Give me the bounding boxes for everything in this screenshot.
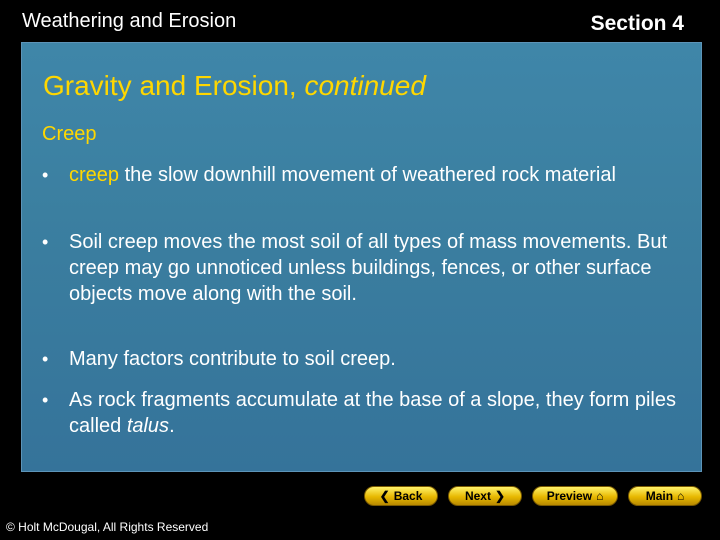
bullet-text: Soil creep moves the most soil of all types of mass movements. But creep may go unnoticed unless buildings, fences, or other surface objects move along with the soil. — [69, 231, 668, 305]
bullet-marker: • — [42, 165, 49, 185]
bullet-item — [42, 229, 682, 307]
slide-title — [43, 70, 426, 102]
copyright-footer: © Holt McDougal, All Rights Reserved — [6, 520, 209, 534]
home-icon: ⌂ — [677, 489, 685, 503]
chapter-title: Weathering and Erosion — [22, 10, 237, 32]
key-term: creep — [69, 164, 120, 186]
bullet-item — [42, 387, 682, 439]
subheading: Creep — [42, 123, 97, 145]
slide-title-continued: continued — [304, 70, 426, 101]
next-button[interactable]: Next ❯ — [448, 486, 522, 506]
home-icon: ⌂ — [596, 489, 604, 503]
slide-panel — [21, 42, 702, 472]
chevron-right-icon: ❯ — [494, 489, 506, 503]
chevron-left-icon: ❮ — [379, 489, 390, 503]
preview-button[interactable]: Preview ⌂ — [532, 486, 618, 506]
navigation-bar — [364, 486, 702, 506]
bullet-marker: • — [42, 232, 49, 252]
bullet-item — [42, 346, 682, 372]
bullet-text — [69, 162, 682, 188]
definition-text: the slow downhill movement of weathered rock material — [119, 164, 616, 186]
bullet-text: Many factors contribute to soil creep. — [69, 348, 396, 370]
bullet-marker: • — [42, 349, 49, 369]
bullet-item — [42, 162, 682, 188]
bullet-marker: • — [42, 390, 49, 410]
slide-title-main: Gravity and Erosion, — [43, 70, 297, 101]
back-button[interactable]: ❮ Back — [364, 486, 438, 506]
bullet-text: As rock fragments accumulate at the base of a slope, they form piles called talus. — [69, 389, 676, 437]
main-button[interactable]: Main ⌂ — [628, 486, 702, 506]
italic-term: talus — [126, 415, 170, 437]
section-label: Section 4 — [590, 12, 684, 35]
